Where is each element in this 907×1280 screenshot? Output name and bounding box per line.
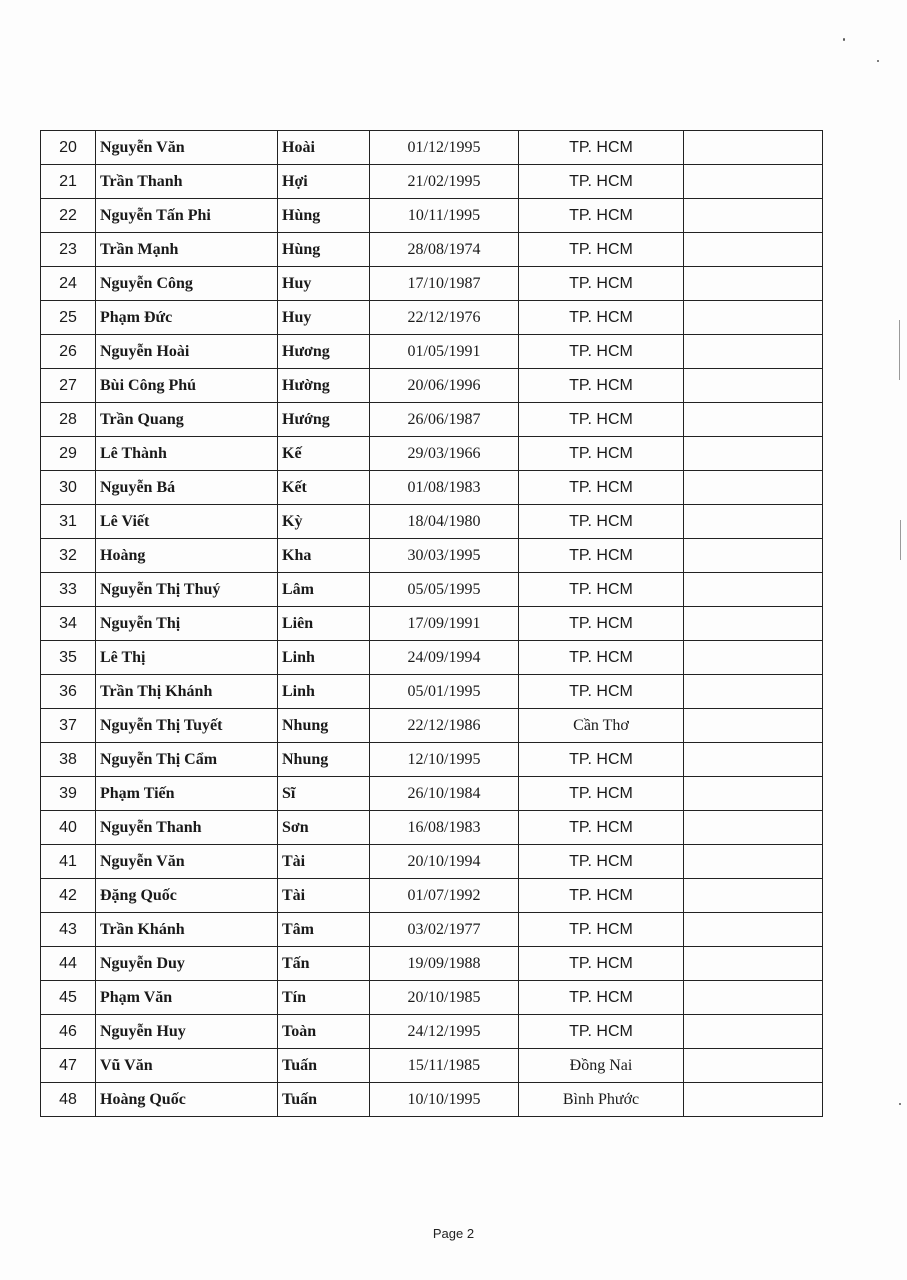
table-row — [41, 845, 823, 879]
given-name-cell: Tín — [278, 981, 370, 1015]
birth-date-cell: 30/03/1995 — [370, 539, 519, 573]
row-number-cell: 30 — [41, 471, 96, 505]
hometown-cell: TP. HCM — [519, 811, 684, 845]
surname-cell: Nguyễn Thanh — [96, 811, 278, 845]
hometown-cell: TP. HCM — [519, 607, 684, 641]
birth-date-cell: 20/10/1985 — [370, 981, 519, 1015]
birth-date-cell: 01/08/1983 — [370, 471, 519, 505]
scan-edge-mark — [900, 520, 901, 560]
hometown-cell: TP. HCM — [519, 165, 684, 199]
birth-date-cell: 24/09/1994 — [370, 641, 519, 675]
birth-date-cell: 26/10/1984 — [370, 777, 519, 811]
row-number-cell: 40 — [41, 811, 96, 845]
note-cell — [684, 811, 823, 845]
note-cell — [684, 1015, 823, 1049]
hometown-cell: Bình Phước — [519, 1083, 684, 1117]
row-number-cell: 39 — [41, 777, 96, 811]
birth-date-cell: 01/07/1992 — [370, 879, 519, 913]
given-name-cell: Huy — [278, 267, 370, 301]
birth-date-cell: 18/04/1980 — [370, 505, 519, 539]
given-name-cell: Tuấn — [278, 1049, 370, 1083]
birth-date-cell: 05/01/1995 — [370, 675, 519, 709]
table-row — [41, 981, 823, 1015]
hometown-cell: TP. HCM — [519, 437, 684, 471]
hometown-cell: TP. HCM — [519, 1015, 684, 1049]
row-number-cell: 29 — [41, 437, 96, 471]
table-row — [41, 505, 823, 539]
note-cell — [684, 369, 823, 403]
birth-date-cell: 22/12/1986 — [370, 709, 519, 743]
note-cell — [684, 403, 823, 437]
row-number-cell: 34 — [41, 607, 96, 641]
row-number-cell: 22 — [41, 199, 96, 233]
surname-cell: Nguyễn Hoài — [96, 335, 278, 369]
hometown-cell: Cần Thơ — [519, 709, 684, 743]
given-name-cell: Tài — [278, 845, 370, 879]
given-name-cell: Kế — [278, 437, 370, 471]
row-number-cell: 28 — [41, 403, 96, 437]
row-number-cell: 38 — [41, 743, 96, 777]
hometown-cell: TP. HCM — [519, 199, 684, 233]
table-row — [41, 641, 823, 675]
surname-cell: Phạm Tiến — [96, 777, 278, 811]
hometown-cell: TP. HCM — [519, 335, 684, 369]
row-number-cell: 44 — [41, 947, 96, 981]
row-number-cell: 35 — [41, 641, 96, 675]
table-row — [41, 335, 823, 369]
surname-cell: Nguyễn Thị Tuyết — [96, 709, 278, 743]
note-cell — [684, 675, 823, 709]
birth-date-cell: 22/12/1976 — [370, 301, 519, 335]
note-cell — [684, 777, 823, 811]
note-cell — [684, 981, 823, 1015]
table-row — [41, 1083, 823, 1117]
table-row — [41, 369, 823, 403]
note-cell — [684, 165, 823, 199]
surname-cell: Nguyễn Thị — [96, 607, 278, 641]
given-name-cell: Tuấn — [278, 1083, 370, 1117]
birth-date-cell: 01/12/1995 — [370, 131, 519, 165]
row-number-cell: 20 — [41, 131, 96, 165]
given-name-cell: Hùng — [278, 199, 370, 233]
table-row — [41, 539, 823, 573]
note-cell — [684, 641, 823, 675]
row-number-cell: 25 — [41, 301, 96, 335]
note-cell — [684, 199, 823, 233]
row-number-cell: 37 — [41, 709, 96, 743]
birth-date-cell: 16/08/1983 — [370, 811, 519, 845]
surname-cell: Nguyễn Huy — [96, 1015, 278, 1049]
surname-cell: Nguyễn Tấn Phi — [96, 199, 278, 233]
birth-date-cell: 03/02/1977 — [370, 913, 519, 947]
note-cell — [684, 845, 823, 879]
table-row — [41, 437, 823, 471]
given-name-cell: Nhung — [278, 743, 370, 777]
row-number-cell: 41 — [41, 845, 96, 879]
table-row — [41, 743, 823, 777]
hometown-cell: TP. HCM — [519, 233, 684, 267]
note-cell — [684, 607, 823, 641]
scan-speck — [877, 60, 879, 62]
hometown-cell: TP. HCM — [519, 267, 684, 301]
surname-cell: Phạm Đức — [96, 301, 278, 335]
birth-date-cell: 20/06/1996 — [370, 369, 519, 403]
table-row — [41, 471, 823, 505]
birth-date-cell: 10/10/1995 — [370, 1083, 519, 1117]
given-name-cell: Linh — [278, 675, 370, 709]
hometown-cell: Đồng Nai — [519, 1049, 684, 1083]
note-cell — [684, 947, 823, 981]
note-cell — [684, 471, 823, 505]
hometown-cell: TP. HCM — [519, 675, 684, 709]
surname-cell: Trần Mạnh — [96, 233, 278, 267]
given-name-cell: Sơn — [278, 811, 370, 845]
birth-date-cell: 20/10/1994 — [370, 845, 519, 879]
table-row — [41, 1049, 823, 1083]
given-name-cell: Liên — [278, 607, 370, 641]
surname-cell: Trần Thị Khánh — [96, 675, 278, 709]
given-name-cell: Hợi — [278, 165, 370, 199]
row-number-cell: 36 — [41, 675, 96, 709]
given-name-cell: Hướng — [278, 403, 370, 437]
table-row — [41, 947, 823, 981]
hometown-cell: TP. HCM — [519, 403, 684, 437]
table-row — [41, 1015, 823, 1049]
note-cell — [684, 913, 823, 947]
table-row — [41, 131, 823, 165]
birth-date-cell: 21/02/1995 — [370, 165, 519, 199]
table-row — [41, 913, 823, 947]
note-cell — [684, 1049, 823, 1083]
surname-cell: Trần Quang — [96, 403, 278, 437]
surname-cell: Lê Thị — [96, 641, 278, 675]
row-number-cell: 32 — [41, 539, 96, 573]
table-row — [41, 709, 823, 743]
given-name-cell: Kỳ — [278, 505, 370, 539]
hometown-cell: TP. HCM — [519, 573, 684, 607]
table-row — [41, 607, 823, 641]
row-number-cell: 31 — [41, 505, 96, 539]
table-row — [41, 811, 823, 845]
note-cell — [684, 743, 823, 777]
table-row — [41, 199, 823, 233]
row-number-cell: 24 — [41, 267, 96, 301]
birth-date-cell: 05/05/1995 — [370, 573, 519, 607]
row-number-cell: 45 — [41, 981, 96, 1015]
page-number: Page 2 — [432, 1226, 475, 1241]
roster-table-body — [41, 131, 823, 1117]
hometown-cell: TP. HCM — [519, 777, 684, 811]
table-row — [41, 777, 823, 811]
given-name-cell: Sĩ — [278, 777, 370, 811]
hometown-cell: TP. HCM — [519, 743, 684, 777]
surname-cell: Nguyễn Thị Thuý — [96, 573, 278, 607]
surname-cell: Bùi Công Phú — [96, 369, 278, 403]
given-name-cell: Hương — [278, 335, 370, 369]
surname-cell: Đặng Quốc — [96, 879, 278, 913]
surname-cell: Hoàng — [96, 539, 278, 573]
note-cell — [684, 131, 823, 165]
birth-date-cell: 10/11/1995 — [370, 199, 519, 233]
given-name-cell: Linh — [278, 641, 370, 675]
table-row — [41, 879, 823, 913]
table-row — [41, 403, 823, 437]
row-number-cell: 21 — [41, 165, 96, 199]
hometown-cell: TP. HCM — [519, 845, 684, 879]
surname-cell: Lê Thành — [96, 437, 278, 471]
given-name-cell: Hoài — [278, 131, 370, 165]
note-cell — [684, 267, 823, 301]
birth-date-cell: 12/10/1995 — [370, 743, 519, 777]
given-name-cell: Tấn — [278, 947, 370, 981]
scan-edge-mark — [899, 320, 900, 380]
scan-speck — [899, 1103, 901, 1105]
surname-cell: Hoàng Quốc — [96, 1083, 278, 1117]
given-name-cell: Nhung — [278, 709, 370, 743]
hometown-cell: TP. HCM — [519, 641, 684, 675]
birth-date-cell: 15/11/1985 — [370, 1049, 519, 1083]
given-name-cell: Lâm — [278, 573, 370, 607]
hometown-cell: TP. HCM — [519, 947, 684, 981]
hometown-cell: TP. HCM — [519, 879, 684, 913]
birth-date-cell: 17/09/1991 — [370, 607, 519, 641]
table-row — [41, 165, 823, 199]
table-row — [41, 675, 823, 709]
row-number-cell: 46 — [41, 1015, 96, 1049]
note-cell — [684, 437, 823, 471]
given-name-cell: Tài — [278, 879, 370, 913]
note-cell — [684, 573, 823, 607]
given-name-cell: Hùng — [278, 233, 370, 267]
given-name-cell: Tâm — [278, 913, 370, 947]
hometown-cell: TP. HCM — [519, 369, 684, 403]
hometown-cell: TP. HCM — [519, 913, 684, 947]
note-cell — [684, 1083, 823, 1117]
hometown-cell: TP. HCM — [519, 981, 684, 1015]
birth-date-cell: 19/09/1988 — [370, 947, 519, 981]
given-name-cell: Hường — [278, 369, 370, 403]
row-number-cell: 27 — [41, 369, 96, 403]
note-cell — [684, 505, 823, 539]
surname-cell: Nguyễn Công — [96, 267, 278, 301]
birth-date-cell: 01/05/1991 — [370, 335, 519, 369]
surname-cell: Nguyễn Bá — [96, 471, 278, 505]
table-row — [41, 233, 823, 267]
roster-table — [40, 130, 823, 1117]
birth-date-cell: 26/06/1987 — [370, 403, 519, 437]
given-name-cell: Kết — [278, 471, 370, 505]
given-name-cell: Kha — [278, 539, 370, 573]
surname-cell: Nguyễn Thị Cẩm — [96, 743, 278, 777]
note-cell — [684, 301, 823, 335]
note-cell — [684, 539, 823, 573]
surname-cell: Lê Viết — [96, 505, 278, 539]
surname-cell: Trần Thanh — [96, 165, 278, 199]
surname-cell: Nguyễn Duy — [96, 947, 278, 981]
hometown-cell: TP. HCM — [519, 131, 684, 165]
birth-date-cell: 17/10/1987 — [370, 267, 519, 301]
surname-cell: Phạm Văn — [96, 981, 278, 1015]
given-name-cell: Huy — [278, 301, 370, 335]
birth-date-cell: 29/03/1966 — [370, 437, 519, 471]
row-number-cell: 48 — [41, 1083, 96, 1117]
note-cell — [684, 335, 823, 369]
note-cell — [684, 879, 823, 913]
hometown-cell: TP. HCM — [519, 301, 684, 335]
row-number-cell: 43 — [41, 913, 96, 947]
given-name-cell: Toàn — [278, 1015, 370, 1049]
table-row — [41, 301, 823, 335]
row-number-cell: 26 — [41, 335, 96, 369]
note-cell — [684, 709, 823, 743]
note-cell — [684, 233, 823, 267]
table-row — [41, 573, 823, 607]
hometown-cell: TP. HCM — [519, 505, 684, 539]
hometown-cell: TP. HCM — [519, 471, 684, 505]
birth-date-cell: 28/08/1974 — [370, 233, 519, 267]
table-row — [41, 267, 823, 301]
row-number-cell: 47 — [41, 1049, 96, 1083]
birth-date-cell: 24/12/1995 — [370, 1015, 519, 1049]
hometown-cell: TP. HCM — [519, 539, 684, 573]
row-number-cell: 42 — [41, 879, 96, 913]
surname-cell: Vũ Văn — [96, 1049, 278, 1083]
surname-cell: Trần Khánh — [96, 913, 278, 947]
row-number-cell: 33 — [41, 573, 96, 607]
surname-cell: Nguyễn Văn — [96, 845, 278, 879]
scan-speck — [843, 38, 845, 41]
surname-cell: Nguyễn Văn — [96, 131, 278, 165]
row-number-cell: 23 — [41, 233, 96, 267]
